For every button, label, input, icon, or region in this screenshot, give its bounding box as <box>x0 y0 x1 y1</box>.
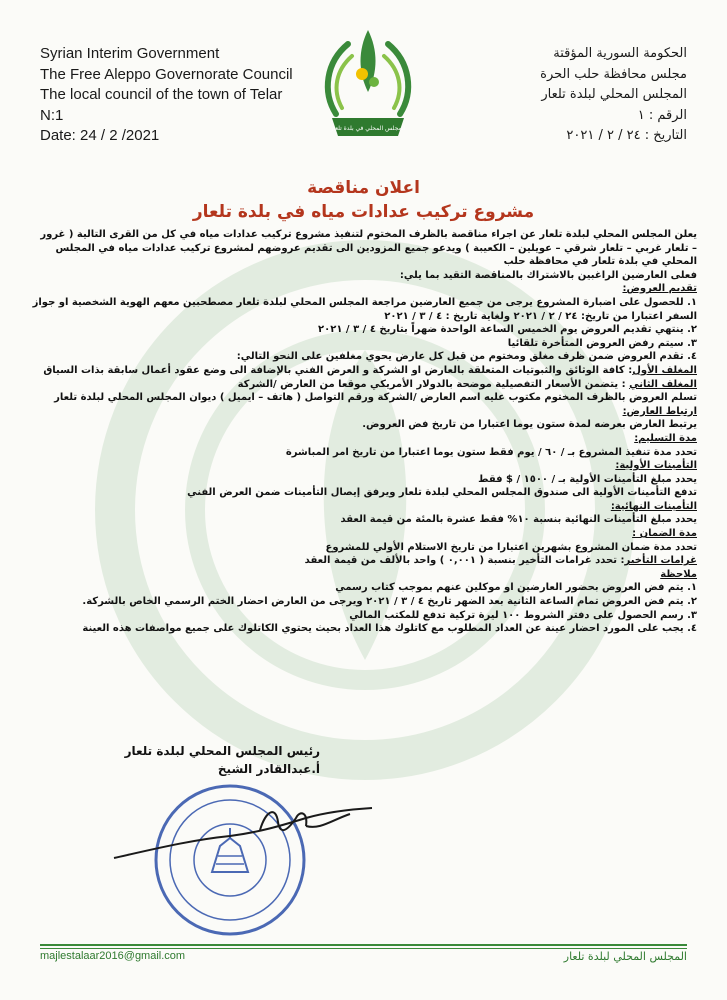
announcement-body <box>32 228 697 636</box>
section-heading: ملاحظة <box>660 568 697 580</box>
bond-text: يرتبط العارض بعرضه لمدة ستون يوما اعتبارا من تاريخ فض العروض. <box>362 419 697 431</box>
english-header <box>40 44 340 147</box>
english-header-line: The Free Aleppo Governorate Council <box>40 65 293 83</box>
warranty-text: تحدد مدة ضمان المشروع بشهرين اعتبارا من تاريخ الاستلام الأولي للمشروع <box>325 541 697 553</box>
title-line-2: مشروع تركيب عدادات مياه في بلدة تلعار <box>192 202 535 222</box>
envelope-two <box>32 378 697 392</box>
section-heading: التأمينات الأولية: <box>615 460 697 472</box>
delivery-note: تسلم العروض بالظرف المختوم مكتوب عليه اسم العارض /الشركة ورقم التواصل ( هاتف – ايميل ) ديوان المجلس المحلي لبلدة تلعار <box>54 392 697 404</box>
list-item: ١. للحصول على اضبارة المشروع يرجى من جميع العارضين مراجعة المجلس المحلي لبلدة تلعار مصطحبين معهم الهوية الشخصية او جواز السفر اعتبارا من تاريخ: ٢٤ / ٢ / ٢٠٢١ ولغاية تاريخ : ٤ / ٣ / ٢٠٢١ <box>32 296 697 322</box>
signatory-title: رئيس المجلس المحلي لبلدة تلعار <box>124 744 320 758</box>
envelope-one <box>32 364 697 378</box>
penalty-line <box>32 554 697 568</box>
announcement-title <box>60 176 667 224</box>
envelope-one-text: : كافة الوثائق والثبوتيات المتعلقة بالعارض او الشركة و العرض الفني بالإضافة الى وضع عقود أعمال سابقة بذات السياق <box>43 364 633 376</box>
arabic-header-line: المجلس المحلي لبلدة تلعار <box>541 87 687 102</box>
footer-email: majlestalaar2016@gmail.com <box>40 950 186 962</box>
envelope-two-text: : يتضمن الأسعار التفصيلية موضحة بالدولار الأمريكي موقعا من العارض /الشركة <box>237 378 630 390</box>
note-item: ١. يتم فض العروض بحضور العارضين او موكلين عنهم بموجب كتاب رسمي <box>335 582 697 594</box>
arabic-document-date: التاريخ : ٢٤ / ٢ / ٢٠٢١ <box>566 128 687 143</box>
arabic-header <box>427 44 687 147</box>
signatory-name: أ.عبدالقادر الشيخ <box>217 762 320 776</box>
section-heading: مدة الضمان : <box>632 528 697 540</box>
initial-deposit-text: يحدد مبلغ التأمينات الأولية بـ / ١٥٠٠ / $ فقط <box>478 473 697 485</box>
section-heading: ارتباط العارض: <box>622 405 697 417</box>
list-item: ٤. تقدم العروض ضمن ظرف مغلق ومختوم من قبل كل عارض يحوي مغلفين على النحو التالي: <box>236 351 697 363</box>
handwritten-signature <box>110 800 380 870</box>
list-item: ٣. سيتم رفض العروض المتأخرة تلقائيا <box>507 337 697 349</box>
section-heading: التأمينات النهائية: <box>610 500 697 512</box>
english-header-line: The local council of the town of Telar <box>40 86 283 103</box>
english-header-line: Syrian Interim Government <box>40 45 220 62</box>
title-line-1: اعلان مناقصة <box>307 178 420 198</box>
intro-paragraph: يعلن المجلس المحلي لبلدة تلعار عن اجراء مناقصة بالظرف المختوم لتنفيذ مشروع تركيب عدادات مياه في كل من القرى التالية ( غرور – تلعار غربي – تلعار شرقي – عويلين – الكعيبة ) ويدعو جميع المزودين الى تقديم عروضهم لمشروع تركيب عدادات مياه في المجلس المحلي في بلدة تلعار في محافظة حلب <box>40 229 697 268</box>
footer-arabic-name: المجلس المحلي لبلدة تلعار <box>563 950 687 963</box>
footer-divider <box>40 948 687 949</box>
list-item: ٢. ينتهي تقديم العروض يوم الخميس الساعة الواحدة ضهراً بتاريخ ٤ / ٣ / ٢٠٢١ <box>318 324 697 336</box>
final-deposit-text: يحدد مبلغ التأمينات النهائية بنسبة ١٠% فقط عشرة بالمئة من قيمة العقد <box>340 514 697 526</box>
section-heading: مدة التسليم: <box>634 432 697 444</box>
footer-divider <box>40 944 687 946</box>
penalty-label: غرامات التأخير <box>624 555 697 567</box>
document-date: Date: 24 / 2 /2021 <box>40 127 160 144</box>
note-item: ٢. يتم فض العروض تمام الساعة الثانية بعد الضهر تاريخ ٤ / ٣ / ٢٠٢١ ويرجى من العارض احضار الختم الرسمي الخاص بالشركة. <box>82 596 697 608</box>
section-heading: تقديم العروض: <box>622 283 697 295</box>
signature-block <box>120 742 320 778</box>
logo-text: المجلس المحلي في بلدة تلعار <box>330 125 406 132</box>
arabic-document-number: الرقم : ١ <box>637 107 687 123</box>
envelope-two-label: المغلف الثاني <box>629 378 697 390</box>
arabic-header-line: الحكومة السورية المؤقتة <box>553 46 687 61</box>
note-item: ٣. رسم الحصول على دفتر الشروط ١٠٠ ليرة تركية تدفع للمكتب المالي <box>349 609 697 621</box>
delivery-period-text: تحدد مدة تنفيذ المشروع بـ / ٦٠ / يوم فقط ستون يوما اعتبارا من تاريخ امر المباشرة <box>285 446 697 458</box>
envelope-one-label: المغلف الأول <box>632 364 697 376</box>
arabic-header-line: مجلس محافظة حلب الحرة <box>540 66 687 82</box>
document-number: N:1 <box>40 106 64 124</box>
penalty-text: : تحدد غرامات التأخير بنسبة ( ٠,٠٠١ ) واحد بالألف من قيمة العقد <box>304 555 625 567</box>
initial-deposit-text: تدفع التأمينات الأولية الى صندوق المجلس المحلي لبلدة تلعار ويرفق إيصال التأمينات ضمن العرض الفني <box>187 487 697 499</box>
invite-line: فعلى العارضين الراغبين بالاشتراك بالمناقصة التقيد بما يلي: <box>399 269 697 281</box>
council-logo <box>318 22 418 152</box>
note-item: ٤. يجب على المورد احضار عينة عن العداد المطلوب مع كاتلوك هذا العداد بحيث يحتوي الكاتلوك على جميع مواصفات هذه العينة <box>82 623 697 635</box>
